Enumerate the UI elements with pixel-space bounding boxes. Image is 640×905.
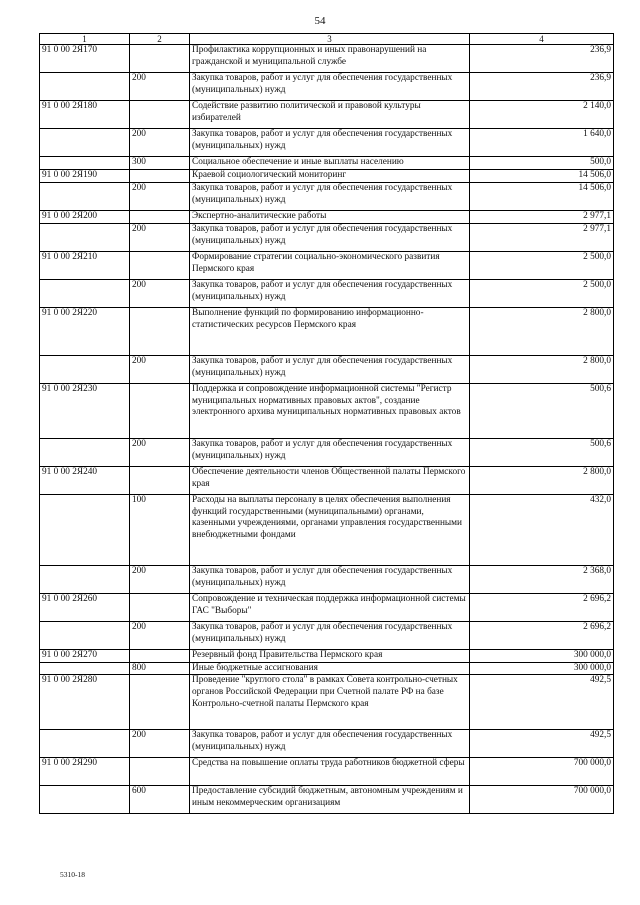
row-code: 91 0 00 2Я280 bbox=[40, 675, 130, 730]
row-type: 800 bbox=[130, 662, 190, 675]
row-type: 600 bbox=[130, 786, 190, 814]
row-code bbox=[40, 129, 130, 157]
row-type: 200 bbox=[130, 438, 190, 466]
table-row bbox=[40, 593, 614, 621]
header-col-3: 3 bbox=[190, 34, 470, 45]
row-type bbox=[130, 169, 190, 182]
row-name: Средства на повышение оплаты труда работников бюджетной сферы bbox=[190, 758, 470, 786]
row-type bbox=[130, 649, 190, 662]
row-type: 200 bbox=[130, 279, 190, 307]
table-row bbox=[40, 129, 614, 157]
row-amount: 236,9 bbox=[470, 45, 614, 73]
row-amount: 2 800,0 bbox=[470, 307, 614, 355]
row-amount: 236,9 bbox=[470, 73, 614, 101]
row-code: 91 0 00 2Я270 bbox=[40, 649, 130, 662]
row-amount: 2 977,1 bbox=[470, 223, 614, 251]
row-amount: 432,0 bbox=[470, 494, 614, 565]
row-code bbox=[40, 730, 130, 758]
row-name: Иные бюджетные ассигнования bbox=[190, 662, 470, 675]
table-row bbox=[40, 169, 614, 182]
row-amount: 500,6 bbox=[470, 383, 614, 438]
table-row bbox=[40, 73, 614, 101]
row-amount: 2 977,1 bbox=[470, 210, 614, 223]
row-type: 200 bbox=[130, 730, 190, 758]
row-name: Социальное обеспечение и иные выплаты населению bbox=[190, 157, 470, 170]
row-type: 200 bbox=[130, 182, 190, 210]
row-amount: 2 696,2 bbox=[470, 593, 614, 621]
table-row bbox=[40, 251, 614, 279]
row-amount: 2 800,0 bbox=[470, 466, 614, 494]
table-row bbox=[40, 565, 614, 593]
row-amount: 700 000,0 bbox=[470, 786, 614, 814]
row-amount: 492,5 bbox=[470, 675, 614, 730]
table-row bbox=[40, 307, 614, 355]
table-row bbox=[40, 157, 614, 170]
row-code bbox=[40, 662, 130, 675]
row-amount: 2 140,0 bbox=[470, 101, 614, 129]
page-number: 54 bbox=[314, 15, 326, 27]
row-amount: 300 000,0 bbox=[470, 662, 614, 675]
row-amount: 492,5 bbox=[470, 730, 614, 758]
row-code bbox=[40, 621, 130, 649]
row-name: Резервный фонд Правительства Пермского края bbox=[190, 649, 470, 662]
row-code: 91 0 00 2Я210 bbox=[40, 251, 130, 279]
row-amount: 1 640,0 bbox=[470, 129, 614, 157]
row-type bbox=[130, 45, 190, 73]
row-name: Закупка товаров, работ и услуг для обеспечения государственных (муниципальных) нужд bbox=[190, 129, 470, 157]
row-code bbox=[40, 565, 130, 593]
row-code: 91 0 00 2Я200 bbox=[40, 210, 130, 223]
row-name: Закупка товаров, работ и услуг для обеспечения государственных (муниципальных) нужд bbox=[190, 182, 470, 210]
row-amount: 2 500,0 bbox=[470, 279, 614, 307]
table-row bbox=[40, 223, 614, 251]
table-row bbox=[40, 786, 614, 814]
row-code: 91 0 00 2Я180 bbox=[40, 101, 130, 129]
row-name: Закупка товаров, работ и услуг для обеспечения государственных (муниципальных) нужд bbox=[190, 438, 470, 466]
row-name: Профилактика коррупционных и иных правонарушений на гражданской и муниципальной службе bbox=[190, 45, 470, 73]
row-amount: 500,0 bbox=[470, 157, 614, 170]
row-amount: 500,6 bbox=[470, 438, 614, 466]
row-type bbox=[130, 593, 190, 621]
row-name: Краевой социологический мониторинг bbox=[190, 169, 470, 182]
table-header-row bbox=[40, 34, 614, 45]
row-code bbox=[40, 157, 130, 170]
table-row bbox=[40, 662, 614, 675]
table-row bbox=[40, 101, 614, 129]
row-name: Закупка товаров, работ и услуг для обеспечения государственных (муниципальных) нужд bbox=[190, 565, 470, 593]
row-type bbox=[130, 251, 190, 279]
row-code bbox=[40, 355, 130, 383]
row-code: 91 0 00 2Я240 bbox=[40, 466, 130, 494]
row-code bbox=[40, 223, 130, 251]
row-code bbox=[40, 438, 130, 466]
row-type bbox=[130, 101, 190, 129]
row-type: 100 bbox=[130, 494, 190, 565]
row-name: Выполнение функций по формированию информационно-статистических ресурсов Пермского края bbox=[190, 307, 470, 355]
row-name: Поддержка и сопровождение информационной системы "Регистр муниципальных нормативных правовых актов", создание электронного архива муниципальных нормативных правовых актов bbox=[190, 383, 470, 438]
row-code bbox=[40, 786, 130, 814]
table-row bbox=[40, 466, 614, 494]
header-col-4: 4 bbox=[470, 34, 614, 45]
row-name: Содействие развитию политической и правовой культуры избирателей bbox=[190, 101, 470, 129]
row-type bbox=[130, 675, 190, 730]
row-name: Формирование стратегии социально-экономического развития Пермского края bbox=[190, 251, 470, 279]
row-type bbox=[130, 307, 190, 355]
table-row bbox=[40, 438, 614, 466]
table-row bbox=[40, 45, 614, 73]
row-code: 91 0 00 2Я290 bbox=[40, 758, 130, 786]
row-code bbox=[40, 279, 130, 307]
row-name: Закупка товаров, работ и услуг для обеспечения государственных (муниципальных) нужд bbox=[190, 730, 470, 758]
row-code: 91 0 00 2Я220 bbox=[40, 307, 130, 355]
row-amount: 2 500,0 bbox=[470, 251, 614, 279]
row-name: Проведение "круглого стола" в рамках Совета контрольно-счетных органов Российской Федерации при Счетной палате РФ на базе Контрольно-счетной палаты Пермского края bbox=[190, 675, 470, 730]
table-row bbox=[40, 758, 614, 786]
row-name: Закупка товаров, работ и услуг для обеспечения государственных (муниципальных) нужд bbox=[190, 621, 470, 649]
footer-code: 5310-18 bbox=[60, 870, 85, 879]
row-type: 200 bbox=[130, 621, 190, 649]
row-amount: 2 368,0 bbox=[470, 565, 614, 593]
row-code: 91 0 00 2Я170 bbox=[40, 45, 130, 73]
table-row bbox=[40, 210, 614, 223]
row-type: 200 bbox=[130, 565, 190, 593]
table-row bbox=[40, 182, 614, 210]
row-type bbox=[130, 210, 190, 223]
row-code bbox=[40, 494, 130, 565]
row-code: 91 0 00 2Я190 bbox=[40, 169, 130, 182]
row-type bbox=[130, 383, 190, 438]
row-amount: 700 000,0 bbox=[470, 758, 614, 786]
table-row bbox=[40, 494, 614, 565]
table-row bbox=[40, 675, 614, 730]
row-name: Закупка товаров, работ и услуг для обеспечения государственных (муниципальных) нужд bbox=[190, 279, 470, 307]
table-row bbox=[40, 383, 614, 438]
row-type: 200 bbox=[130, 355, 190, 383]
header-col-2: 2 bbox=[130, 34, 190, 45]
row-name: Закупка товаров, работ и услуг для обеспечения государственных (муниципальных) нужд bbox=[190, 355, 470, 383]
row-amount: 300 000,0 bbox=[470, 649, 614, 662]
row-name: Расходы на выплаты персоналу в целях обеспечения выполнения функций государственными (муниципальными) органами, казенными учреждениями, органами управления государственными внебюджетными фондами bbox=[190, 494, 470, 565]
header-col-1: 1 bbox=[40, 34, 130, 45]
row-name: Обеспечение деятельности членов Общественной палаты Пермского края bbox=[190, 466, 470, 494]
row-type bbox=[130, 466, 190, 494]
row-type: 300 bbox=[130, 157, 190, 170]
row-name: Экспертно-аналитические работы bbox=[190, 210, 470, 223]
row-type: 200 bbox=[130, 129, 190, 157]
row-code bbox=[40, 182, 130, 210]
row-name: Предоставление субсидий бюджетным, автономным учреждениям и иным некоммерческим организациям bbox=[190, 786, 470, 814]
row-code: 91 0 00 2Я260 bbox=[40, 593, 130, 621]
row-code: 91 0 00 2Я230 bbox=[40, 383, 130, 438]
row-type bbox=[130, 758, 190, 786]
row-name: Закупка товаров, работ и услуг для обеспечения государственных (муниципальных) нужд bbox=[190, 223, 470, 251]
table-row bbox=[40, 621, 614, 649]
row-amount: 14 506,0 bbox=[470, 182, 614, 210]
row-type: 200 bbox=[130, 73, 190, 101]
budget-table bbox=[39, 33, 614, 814]
row-amount: 14 506,0 bbox=[470, 169, 614, 182]
row-amount: 2 696,2 bbox=[470, 621, 614, 649]
row-name: Сопровождение и техническая поддержка информационной системы ГАС "Выборы" bbox=[190, 593, 470, 621]
table-row bbox=[40, 730, 614, 758]
row-type: 200 bbox=[130, 223, 190, 251]
row-code bbox=[40, 73, 130, 101]
table-row bbox=[40, 355, 614, 383]
table-row bbox=[40, 279, 614, 307]
row-name: Закупка товаров, работ и услуг для обеспечения государственных (муниципальных) нужд bbox=[190, 73, 470, 101]
table-row bbox=[40, 649, 614, 662]
row-amount: 2 800,0 bbox=[470, 355, 614, 383]
